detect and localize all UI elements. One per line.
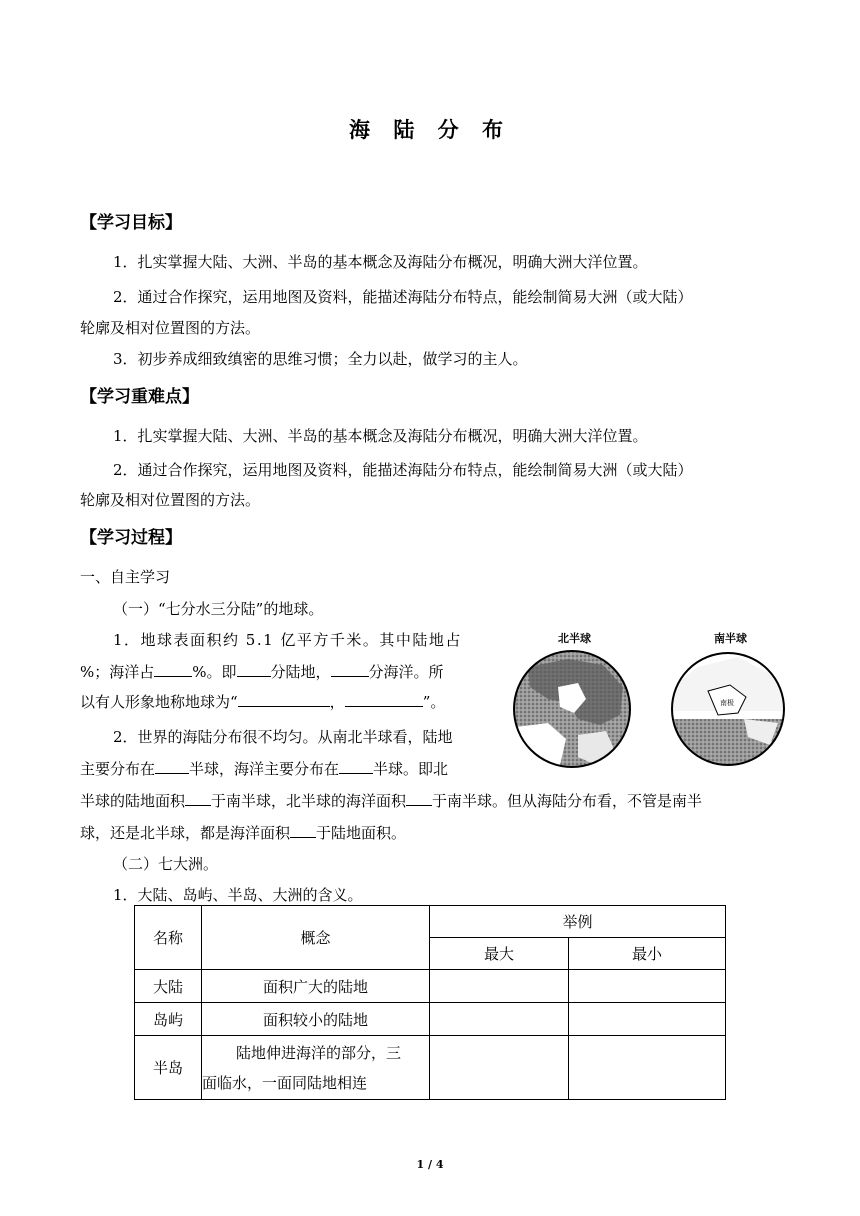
- table-row: [135, 1003, 726, 1036]
- north-hemisphere-label: 北半球: [558, 632, 591, 645]
- part1-heading: 一、自主学习: [80, 568, 171, 586]
- q1-line1: 1．地球表面积约 5.1 亿平方千米。其中陆地占: [113, 631, 462, 649]
- hemispheres-map-image: [508, 627, 790, 769]
- goal-2-cont: 轮廓及相对位置图的方法。: [80, 319, 261, 337]
- row-name: 大陆: [135, 970, 202, 1003]
- q2-line3: 半球的陆地面积 于南半球，北半球的海洋面积 于南半球。但从海陆分布看，不管是南半: [80, 792, 703, 810]
- q3-line: 1．大陆、岛屿、半岛、大洲的含义。: [113, 886, 363, 904]
- answer-blank[interactable]: [331, 662, 369, 677]
- answer-blank[interactable]: [290, 823, 316, 838]
- q1-line2: %；海洋占 %。即 分陆地， 分海洋。所: [80, 663, 444, 681]
- col-header-name: 名称: [135, 906, 202, 970]
- answer-cell[interactable]: [569, 1036, 726, 1100]
- key-2-cont: 轮廓及相对位置图的方法。: [80, 491, 261, 509]
- answer-blank[interactable]: [154, 662, 192, 677]
- hemispheres-figure: [508, 627, 790, 769]
- q2-line2: 主要分布在 半球，海洋主要分布在 半球。即北: [80, 760, 449, 778]
- answer-cell[interactable]: [569, 1003, 726, 1036]
- answer-cell[interactable]: [430, 1036, 569, 1100]
- page-number: 1 / 4: [416, 1158, 444, 1171]
- goal-3: 3．初步养成细致缜密的思维习惯；全力以赴，做学习的主人。: [113, 350, 528, 368]
- north-hemisphere-globe: [508, 647, 638, 769]
- south-hemisphere-globe: [668, 647, 788, 769]
- q2-line4: 球，还是北半球，都是海洋面积 于陆地面积。: [80, 824, 407, 842]
- answer-blank[interactable]: [345, 692, 423, 707]
- row-name: 岛屿: [135, 1003, 202, 1036]
- answer-blank[interactable]: [238, 692, 330, 707]
- row-concept: 面积较小的陆地: [202, 1003, 430, 1036]
- answer-cell[interactable]: [430, 970, 569, 1003]
- key-2: 2．通过合作探究，运用地图及资料，能描述海陆分布特点，能绘制简易大洲（或大陆）: [113, 461, 693, 479]
- answer-blank[interactable]: [185, 791, 211, 806]
- process-header: 【学习过程】: [80, 528, 182, 548]
- q2-line1: 2．世界的海陆分布很不均匀。从南北半球看，陆地: [113, 728, 453, 746]
- answer-blank[interactable]: [406, 791, 432, 806]
- col-header-concept: 概念: [202, 906, 430, 970]
- key-1: 1．扎实掌握大陆、大洲、半岛的基本概念及海陆分布概况，明确大洲大洋位置。: [113, 427, 648, 445]
- answer-blank[interactable]: [339, 759, 373, 774]
- antarctica-label: 南极: [720, 699, 734, 707]
- col-header-max: 最大: [430, 938, 569, 970]
- sub1-heading: （一）“七分水三分陆”的地球。: [113, 600, 324, 618]
- row-name: 半岛: [135, 1036, 202, 1100]
- col-header-min: 最小: [569, 938, 726, 970]
- goal-2: 2．通过合作探究，运用地图及资料，能描述海陆分布特点，能绘制简易大洲（或大陆）: [113, 288, 693, 306]
- table-row: [135, 1036, 726, 1100]
- south-hemisphere-label: 南半球: [714, 632, 747, 645]
- answer-cell[interactable]: [430, 1003, 569, 1036]
- answer-cell[interactable]: [569, 970, 726, 1003]
- sub2-heading: （二）七大洲。: [113, 855, 219, 873]
- answer-blank[interactable]: [155, 759, 189, 774]
- row-concept: 陆地伸进海洋的部分，三 面临水，一面同陆地相连: [202, 1036, 430, 1100]
- col-header-example: 举例: [430, 906, 726, 938]
- row-concept: 面积广大的陆地: [202, 970, 430, 1003]
- q1-line3: 以有人形象地称地球为“ ， ”。: [80, 693, 446, 711]
- page-title: 海 陆 分 布: [349, 117, 511, 142]
- table-row: [135, 970, 726, 1003]
- goal-1: 1．扎实掌握大陆、大洲、半岛的基本概念及海陆分布概况，明确大洲大洋位置。: [113, 253, 648, 271]
- answer-blank[interactable]: [237, 662, 271, 677]
- goals-header: 【学习目标】: [80, 213, 182, 233]
- key-header: 【学习重难点】: [80, 387, 199, 407]
- concepts-table: [134, 905, 726, 1100]
